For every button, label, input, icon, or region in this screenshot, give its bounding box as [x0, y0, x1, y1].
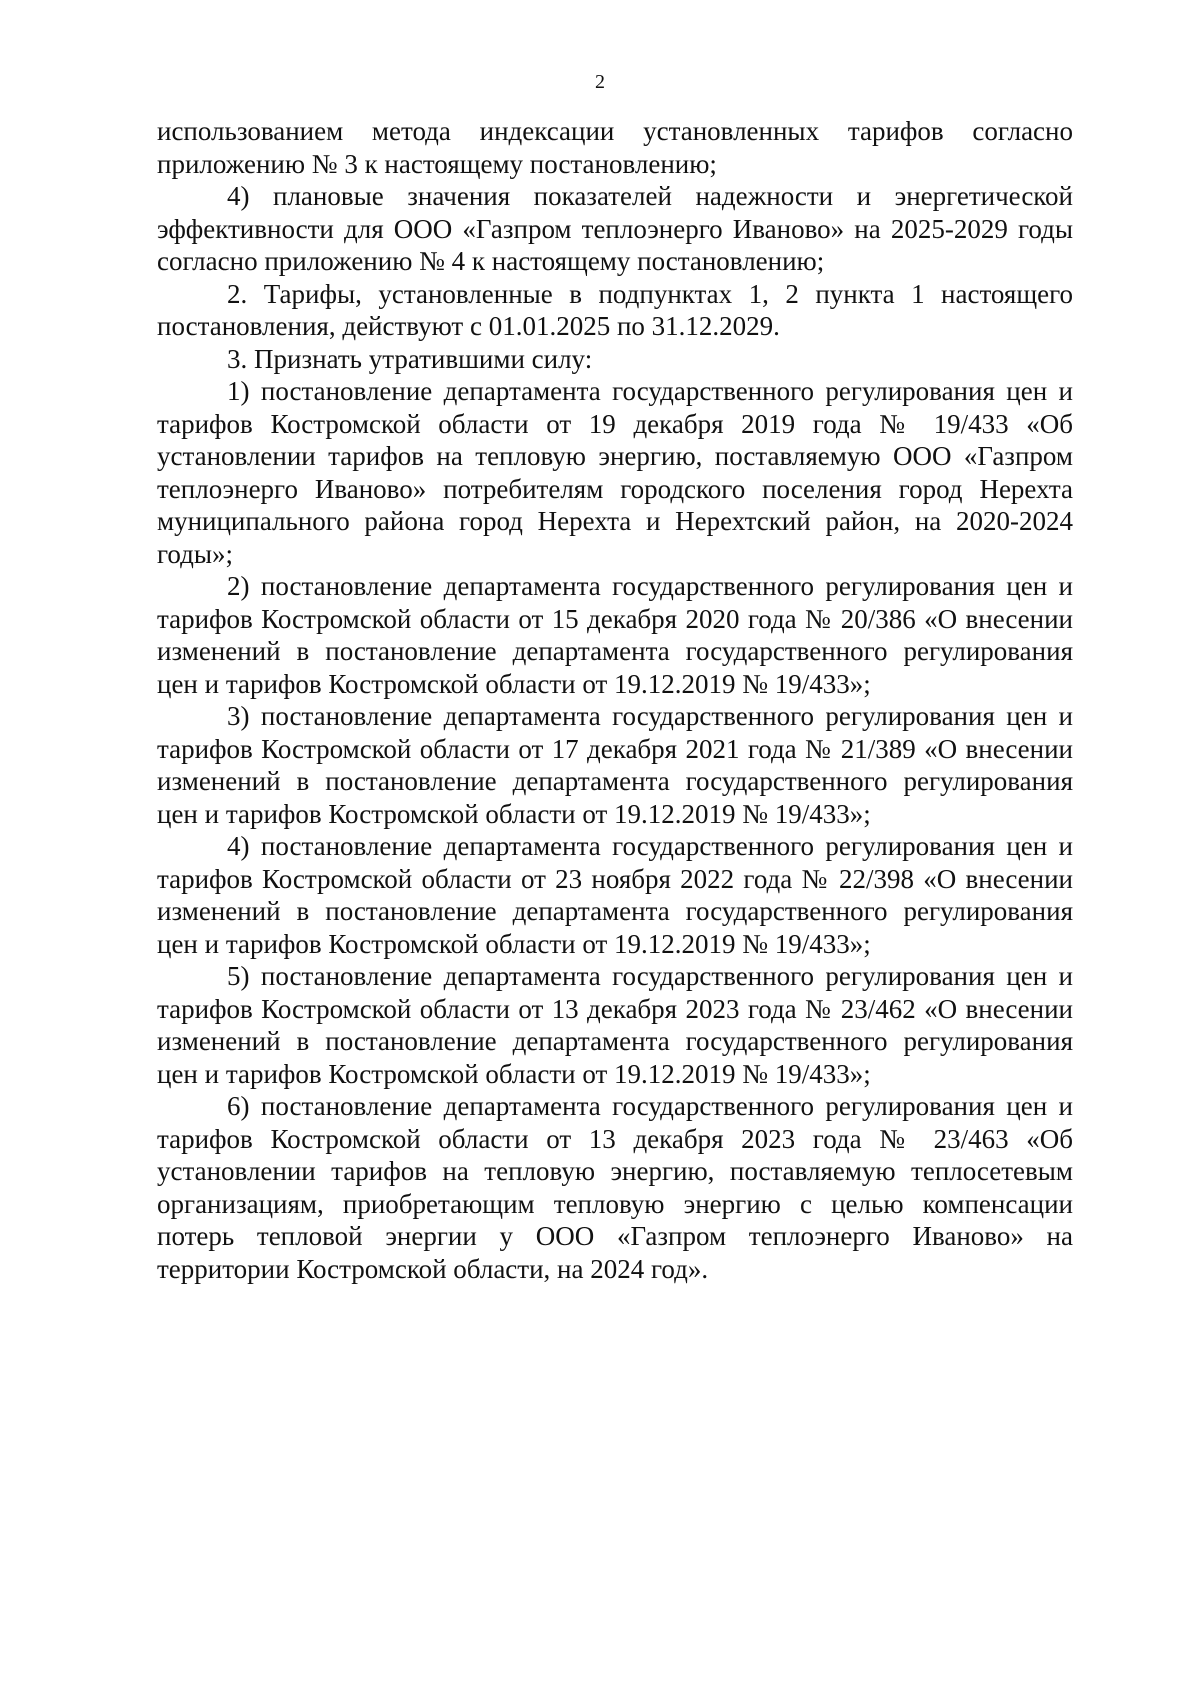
paragraph-continuation: использованием метода индексации установленных тарифов согласно приложению № 3 к настоящему постановлению; [157, 116, 1073, 179]
paragraph-repeal-item-1: 1) постановление департамента государственного регулирования цен и тарифов Костромской области от 19 декабря 2019 года № 19/433 «Об установлении тарифов на тепловую энергию, поставляемую ООО «Газпром теплоэнерго Иваново» потребителям городского поселения город Нерехта муниципального района город Нерехта и Нерехтский район, на 2020-2024 годы»; [157, 376, 1073, 569]
paragraph-clause-2: 2. Тарифы, установленные в подпунктах 1, 2 пункта 1 настоящего постановления, действуют с 01.01.2025 по 31.12.2029. [157, 278, 1073, 341]
paragraph-item-4-indicators: 4) плановые значения показателей надежности и энергетической эффективности для ООО «Газпром теплоэнерго Иваново» на 2025-2029 годы согласно приложению № 4 к настоящему постановлению; [157, 181, 1073, 276]
paragraph-repeal-item-4: 4) постановление департамента государственного регулирования цен и тарифов Костромской области от 23 ноября 2022 года № 22/398 «О внесении изменений в постановление департамента государственного регулирования цен и тарифов Костромской области от 19.12.2019 № 19/433»; [157, 831, 1073, 959]
document-body [157, 115, 1073, 1285]
paragraph-repeal-item-5: 5) постановление департамента государственного регулирования цен и тарифов Костромской области от 13 декабря 2023 года № 23/462 «О внесении изменений в постановление департамента государственного регулирования цен и тарифов Костромской области от 19.12.2019 № 19/433»; [157, 961, 1073, 1089]
paragraph-repeal-item-6: 6) постановление департамента государственного регулирования цен и тарифов Костромской области от 13 декабря 2023 года № 23/463 «Об установлении тарифов на тепловую энергию, поставляемую теплосетевым организациям, приобретающим тепловую энергию с целью компенсации потерь тепловой энергии у ООО «Газпром теплоэнерго Иваново» на территории Костромской области, на 2024 год». [157, 1091, 1073, 1284]
paragraph-repeal-item-3: 3) постановление департамента государственного регулирования цен и тарифов Костромской области от 17 декабря 2021 года № 21/389 «О внесении изменений в постановление департамента государственного регулирования цен и тарифов Костромской области от 19.12.2019 № 19/433»; [157, 701, 1073, 829]
page-number: 2 [595, 71, 605, 93]
paragraph-clause-3: 3. Признать утратившими силу: [227, 343, 593, 374]
paragraph-repeal-item-2: 2) постановление департамента государственного регулирования цен и тарифов Костромской области от 15 декабря 2020 года № 20/386 «О внесении изменений в постановление департамента государственного регулирования цен и тарифов Костромской области от 19.12.2019 № 19/433»; [157, 571, 1073, 699]
